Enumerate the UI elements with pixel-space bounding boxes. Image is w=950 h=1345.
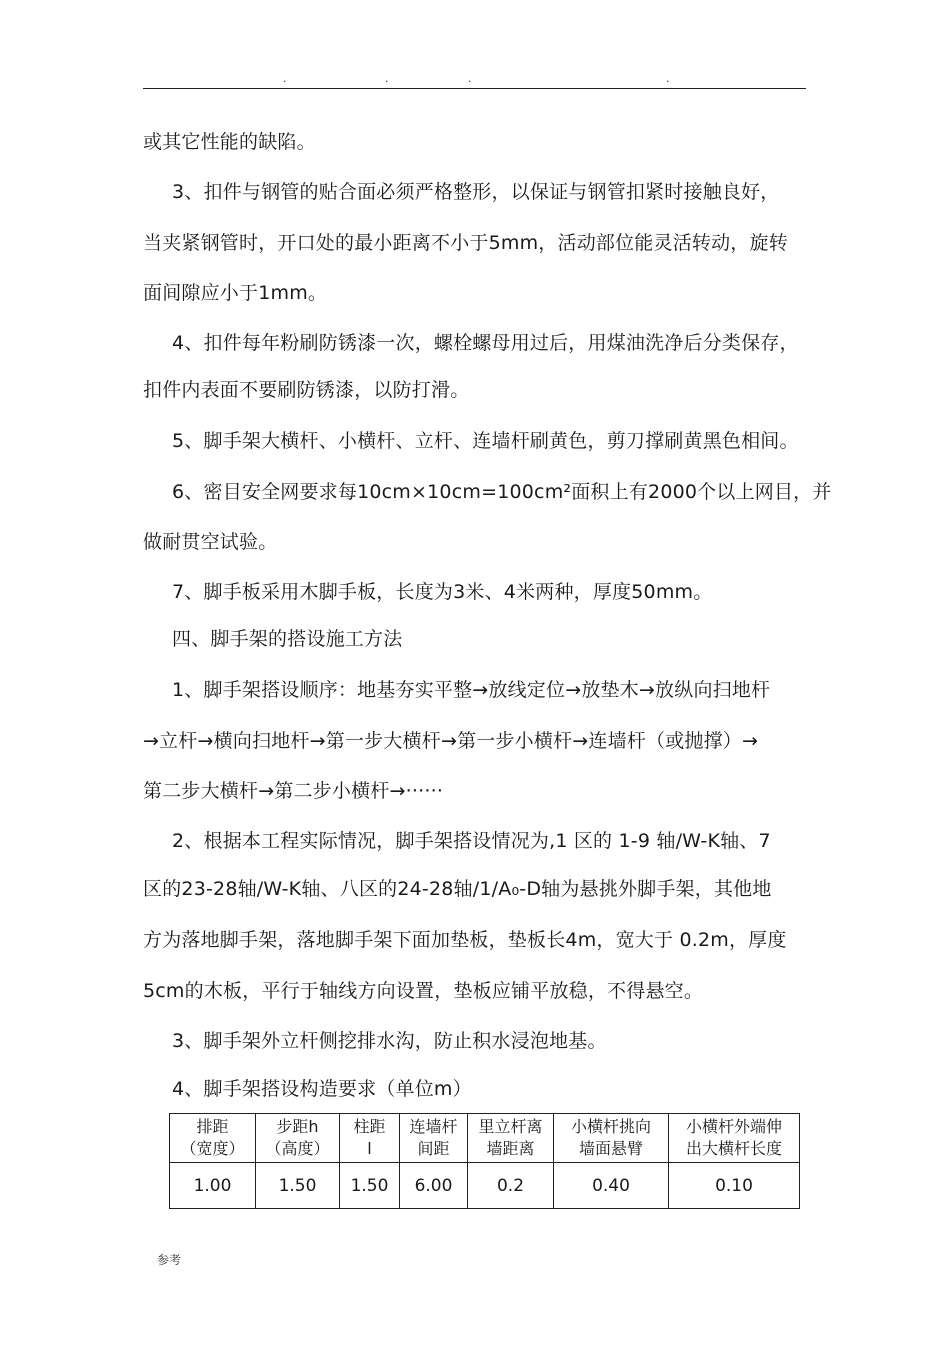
page-header-marks	[143, 72, 806, 86]
table-cell: 1.50	[340, 1163, 400, 1209]
paragraph-line: 1、脚手架搭设顺序：地基夯实平整→放线定位→放垫木→放纵向扫地杆	[172, 679, 771, 701]
paragraph-line: 方为落地脚手架，落地脚手架下面加垫板，垫板长4m，宽大于 0.2m，厚度	[143, 929, 787, 951]
table-header-row	[170, 1114, 800, 1163]
section-heading: 四、脚手架的搭设施工方法	[172, 628, 403, 650]
header-mark: .	[468, 72, 472, 85]
page-footer: 参考	[157, 1253, 182, 1267]
header-mark: .	[385, 72, 389, 85]
paragraph-line: 第二步大横杆→第二步小横杆→······	[143, 780, 444, 802]
paragraph-line: 5、脚手架大横杆、小横杆、立杆、连墙杆刷黄色，剪刀撑刷黄黑色相间。	[172, 430, 799, 452]
paragraph-line: 扣件内表面不要刷防锈漆，以防打滑。	[143, 379, 470, 401]
paragraph-line: 区的23-28轴/W-K轴、八区的24-28轴/1/A₀-D轴为悬挑外脚手架，其他地	[143, 878, 772, 900]
header-cell: 连墙杆 间距	[400, 1114, 468, 1163]
paragraph-line: 3、脚手架外立杆侧挖排水沟，防止积水浸泡地基。	[172, 1030, 607, 1052]
paragraph-line: 6、密目安全网要求每10cm×10cm=100cm²面积上有2000个以上网目，并	[172, 481, 832, 503]
header-cell: 小横杆挑向 墙面悬臂	[554, 1114, 669, 1163]
paragraph-line: 5cm的木板，平行于轴线方向设置，垫板应铺平放稳，不得悬空。	[143, 980, 704, 1002]
table-cell: 0.2	[468, 1163, 554, 1209]
scaffold-spec-table	[169, 1113, 800, 1209]
paragraph-line: 或其它性能的缺陷。	[143, 131, 316, 153]
table-cell: 1.00	[170, 1163, 256, 1209]
paragraph-line: 4、扣件每年粉刷防锈漆一次，螺栓螺母用过后，用煤油洗净后分类保存，	[172, 332, 799, 354]
header-cell: 步距h （高度）	[256, 1114, 340, 1163]
paragraph-line: 做耐贯空试验。	[143, 531, 278, 553]
paragraph-line: 面间隙应小于1mm。	[143, 282, 328, 304]
paragraph-line: 2、根据本工程实际情况，脚手架搭设情况为,1 区的 1-9 轴/W-K轴、7	[172, 830, 771, 852]
header-mark: .	[283, 72, 287, 85]
header-cell: 小横杆外端伸 出大横杆长度	[669, 1114, 800, 1163]
table-cell: 0.10	[669, 1163, 800, 1209]
header-cell: 排距 （宽度）	[170, 1114, 256, 1163]
header-mark: .	[666, 72, 670, 85]
paragraph-line: 当夹紧钢管时，开口处的最小距离不小于5mm，活动部位能灵活转动，旋转	[143, 232, 788, 254]
table-row	[170, 1163, 800, 1209]
header-cell: 柱距 l	[340, 1114, 400, 1163]
paragraph-line: 7、脚手板采用木脚手板，长度为3米、4米两种，厚度50mm。	[172, 581, 713, 603]
header-rule	[143, 88, 806, 89]
paragraph-line: →立杆→横向扫地杆→第一步大横杆→第一步小横杆→连墙杆（或抛撑）→	[143, 730, 759, 752]
table-cell: 1.50	[256, 1163, 340, 1209]
paragraph-line: 3、扣件与钢管的贴合面必须严格整形，以保证与钢管扣紧时接触良好，	[172, 181, 780, 203]
table-cell: 6.00	[400, 1163, 468, 1209]
table-caption: 4、脚手架搭设构造要求（单位m）	[172, 1078, 472, 1100]
header-cell: 里立杆离 墙距离	[468, 1114, 554, 1163]
table-cell: 0.40	[554, 1163, 669, 1209]
